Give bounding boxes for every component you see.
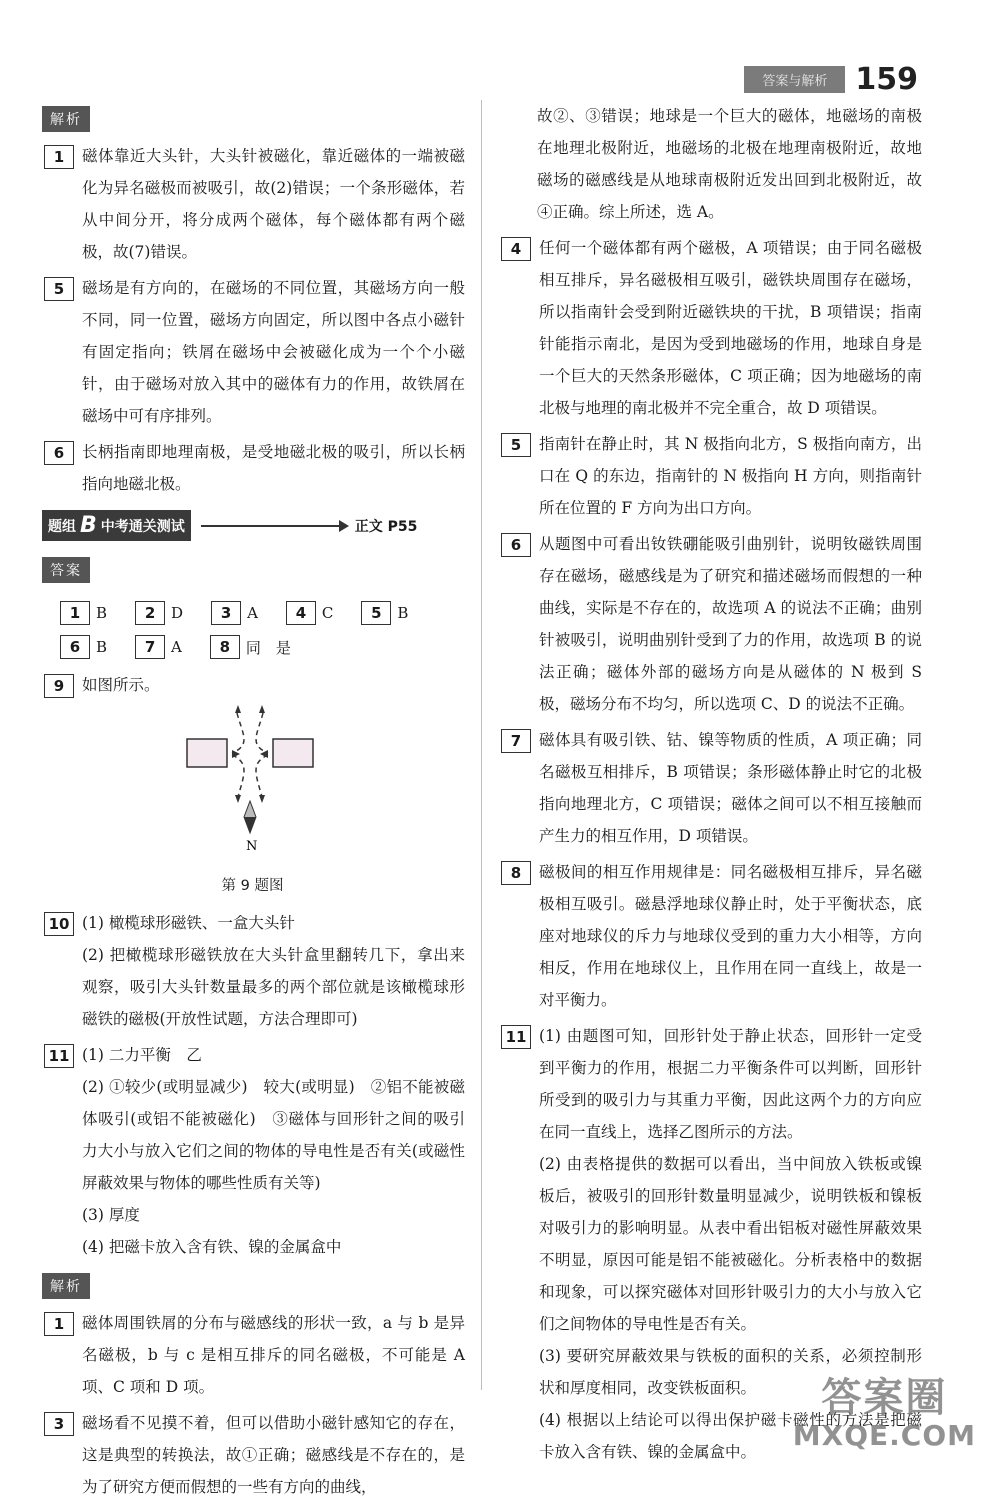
item-text	[539, 856, 922, 1016]
group-b-banner	[42, 510, 465, 541]
continuation-block	[497, 100, 922, 228]
analysis-item	[497, 724, 922, 852]
item-number: 4	[501, 237, 531, 261]
analysis-item	[40, 1407, 465, 1503]
answer-item	[40, 1039, 465, 1263]
item-paragraph: 磁体靠近大头针，大头针被磁化，靠近磁体的一端被磁化为异名磁极而被吸引，故(2)错误；一个条形磁体，若从中间分开，将分成两个磁体，每个磁体都有两个磁极，故(7)错误。	[82, 147, 465, 261]
item-number: 10	[44, 912, 74, 936]
watermark-logo: 答案圈	[821, 1375, 948, 1421]
answer-value: A	[171, 638, 182, 656]
left-column	[40, 100, 465, 1507]
analysis-item	[40, 272, 465, 432]
answer-choice	[135, 635, 182, 659]
banner-box	[42, 510, 191, 541]
answer-row-1	[60, 601, 465, 625]
field-line	[232, 755, 244, 797]
answer-value: A	[247, 604, 258, 622]
item-paragraph: (1) 由题图可知，回形针处于静止状态，回形针一定受到平衡力的作用，根据二力平衡条件可以判断，回形针所受到的吸引力与其重力平衡，因此这两个力的方向应在同一直线上，选择乙图所示的方法。	[539, 1027, 922, 1141]
item-number: 5	[44, 277, 74, 301]
question-10	[40, 907, 465, 1035]
answer-number: 4	[286, 601, 316, 625]
answer-number: 7	[135, 635, 165, 659]
answer-number: 2	[135, 601, 165, 625]
analysis-item	[497, 856, 922, 1016]
answer-value: C	[321, 604, 334, 622]
analysis-tag: 解析	[42, 1273, 90, 1299]
item-paragraph: 任何一个磁体都有两个磁极，A 项错误；由于同名磁极相互排斥，异名磁极相互吸引，磁铁块周围存在磁场，所以指南针会受到附近磁铁块的干扰，B 项错误；指南针能指示南北，是因为受到地磁场的作用，地球自身是一个巨大的天然条形磁体，C 项正确；因为地磁场的南北极与地理的南北极并不完全重合，故 D 项错误。	[539, 239, 922, 417]
answer-choice	[361, 601, 408, 625]
analysis-item	[40, 1307, 465, 1403]
answer-value: B	[96, 604, 108, 622]
answer-choice	[210, 635, 291, 659]
watermark-url: MXQE.COM	[792, 1419, 976, 1452]
north-label: N	[246, 839, 258, 854]
item-number: 11	[501, 1025, 531, 1049]
analysis-item	[40, 436, 465, 500]
item-paragraph: 磁场看不见摸不着，但可以借助小磁针感知它的存在，这是典型的转换法，故①正确；磁感线是不存在的，是为了研究方便而假想的一些有方向的曲线，	[82, 1414, 465, 1496]
analysis-item	[497, 528, 922, 720]
item-paragraph: (3) 要研究屏蔽效果与铁板的面积的关系，必须控制形状和厚度相同，改变铁板面积。	[539, 1347, 922, 1397]
item-text	[82, 1307, 465, 1403]
answer-number: 3	[211, 601, 241, 625]
item-number: 1	[44, 145, 74, 169]
item-paragraph: (1) 橄榄球形磁铁、一盒大头针	[82, 914, 295, 932]
item-number: 11	[44, 1044, 74, 1068]
item-text	[82, 907, 465, 1035]
item-text	[539, 724, 922, 852]
figure-9	[40, 705, 465, 880]
item-paragraph: 长柄指南即地理南极，是受地磁北极的吸引，所以长柄指向地磁北极。	[82, 443, 465, 493]
page-header	[744, 62, 918, 96]
item-paragraph: 指南针在静止时，其 N 极指向北方，S 极指向南方，出口在 Q 的东边，指南针的 N 极指向 H 方向，则指南针所在位置的 F 方向为出口方向。	[539, 435, 922, 517]
item-text	[539, 528, 922, 720]
right-column	[497, 100, 922, 1472]
arrow-icon	[259, 705, 265, 713]
item-paragraph: (4) 把磁卡放入含有铁、镍的金属盒中	[82, 1238, 342, 1256]
watermark	[793, 1366, 976, 1452]
compass-needle-north-icon	[244, 817, 256, 833]
answer-choice	[135, 601, 183, 625]
answer-choice	[211, 601, 258, 625]
answer-value: D	[171, 604, 184, 622]
arrow-icon	[201, 525, 341, 527]
item-paragraph: (2) ①较少(或明显减少) 较大(或明显) ②铝不能被磁体吸引(或铝不能被磁化) ③磁体与回形针之间的吸引力大小与放入它们之间的物体的导电性是否有关(或磁性屏蔽效果与物体的哪些性质有关等)	[82, 1078, 465, 1192]
figure-caption: 第 9 题图	[221, 878, 284, 894]
item-number: 5	[501, 433, 531, 457]
analysis-item	[497, 428, 922, 524]
item-paragraph: 磁体周围铁屑的分布与磁感线的形状一致，a 与 b 是异名磁极，b 与 c 是相互排斥的同名磁极，不可能是 A 项、C 项和 D 项。	[82, 1314, 465, 1396]
item-number: 1	[44, 1312, 74, 1336]
field-line	[256, 755, 268, 797]
answer-choice	[286, 601, 333, 625]
question-9	[40, 669, 465, 701]
banner-letter: B	[80, 513, 97, 538]
magnet-field-diagram	[180, 705, 320, 855]
answer-number: 1	[60, 601, 90, 625]
item-paragraph: 磁体具有吸引铁、钴、镍等物质的性质，A 项正确；同名磁极互相排斥，B 项错误；条形磁体静止时它的北极指向地理北方，C 项错误；磁体之间可以不相互接触而产生力的相互作用，D 项错误。	[539, 731, 922, 845]
banner-title: 中考通关测试	[100, 518, 185, 535]
answer-number: 6	[60, 635, 90, 659]
item-text	[82, 272, 465, 432]
item-number: 3	[44, 1412, 74, 1436]
page-number: 159	[855, 61, 918, 97]
item-text	[82, 1039, 465, 1263]
banner-prefix: 题组	[48, 518, 76, 535]
analysis-item	[497, 232, 922, 424]
answer-item	[40, 907, 465, 1035]
section-header-tag: 答案与解析	[744, 66, 845, 93]
item-text	[82, 1407, 465, 1503]
question-11	[40, 1039, 465, 1263]
answer-tag: 答案	[42, 557, 90, 583]
question-text: 如图所示。	[82, 676, 160, 694]
arrow-icon	[235, 705, 241, 713]
arrow-icon	[235, 795, 241, 803]
analysis-tag: 解析	[42, 106, 90, 132]
left-magnet	[187, 739, 227, 767]
item-paragraph: (2) 把橄榄球形磁铁放在大头针盒里翻转几下，拿出来观察，吸引大头针数量最多的两个部位就是该橄榄球形磁铁的磁极(开放性试题，方法合理即可)	[82, 946, 465, 1028]
column-divider	[481, 100, 482, 1390]
answer-choice	[60, 635, 107, 659]
item-paragraph: (2) 由表格提供的数据可以看出，当中间放入铁板或镍板后，被吸引的回形针数量明显减少，说明铁板和镍板对吸引力的影响明显。从表中看出铝板对磁性屏蔽效果不明显，原因可能是铝不能被磁化。分析表格中的数据和现象，可以探究磁体对回形针吸引力的大小与放入它们之间物体的导电性是否有关。	[539, 1155, 922, 1333]
item-paragraph: 磁极间的相互作用规律是：同名磁极相互排斥，异名磁极相互吸引。磁悬浮地球仪静止时，处于平衡状态，底座对地球仪的斥力与地球仪受到的重力大小相等，方向相反，作用在地球仪上，且作用在同一直线上，故是一对平衡力。	[539, 863, 922, 1009]
item-text	[82, 436, 465, 500]
item-number: 7	[501, 729, 531, 753]
field-line	[232, 713, 244, 753]
item-paragraph: (1) 二力平衡 乙	[82, 1046, 202, 1064]
answer-value: B	[397, 604, 409, 622]
banner-reference: 正文 P55	[354, 518, 418, 535]
item-paragraph: 磁场是有方向的，在磁场的不同位置，其磁场方向一般不同，同一位置，磁场方向固定，所以图中各点小磁针有固定指向；铁屑在磁场中会被磁化成为一个个小磁针，由于磁场对放入其中的磁体有力的作用，故铁屑在磁场中可有序排列。	[82, 279, 465, 425]
answer-value: 同 是	[245, 638, 291, 657]
arrow-icon	[259, 795, 265, 803]
question-number: 9	[44, 674, 74, 698]
continuation-text: 故②、③错误；地球是一个巨大的磁体，地磁场的南极在地理北极附近，地磁场的北极在地理南极附近，故地磁场的磁感线是从地球南极附近发出回到北极附近，故④正确。综上所述，选 A。	[537, 107, 922, 221]
item-number: 6	[501, 533, 531, 557]
item-text	[539, 428, 922, 524]
field-line	[256, 713, 268, 753]
item-text	[539, 232, 922, 424]
item-number: 6	[44, 441, 74, 465]
item-paragraph: (4) 根据以上结论可以得出保护磁卡磁性的方法是把磁卡放入含有铁、镍的金属盒中。	[539, 1411, 922, 1461]
answer-choice	[60, 601, 107, 625]
analysis-item	[40, 140, 465, 268]
answer-number: 5	[361, 601, 391, 625]
right-magnet	[273, 739, 313, 767]
answer-number: 8	[210, 635, 240, 659]
item-text	[82, 140, 465, 268]
item-paragraph: (3) 厚度	[82, 1206, 140, 1224]
analysis-list-a	[40, 140, 465, 500]
answer-value: B	[96, 638, 108, 656]
answer-row-2	[60, 635, 465, 659]
item-number: 8	[501, 861, 531, 885]
item-paragraph: 从题图中可看出钕铁硼能吸引曲别针，说明钕磁铁周围存在磁场，磁感线是为了研究和描述磁场而假想的一种曲线，实际是不存在的，故选项 A 的说法不正确；曲别针被吸引，说明曲别针受到了力的作用，故选项 B 的说法正确；磁体外部的磁场方向是从磁体的 N 极到 S 极，磁场分布不均匀，所以选项 C、D 的说法不正确。	[539, 535, 922, 713]
analysis-list-c	[497, 232, 922, 1468]
